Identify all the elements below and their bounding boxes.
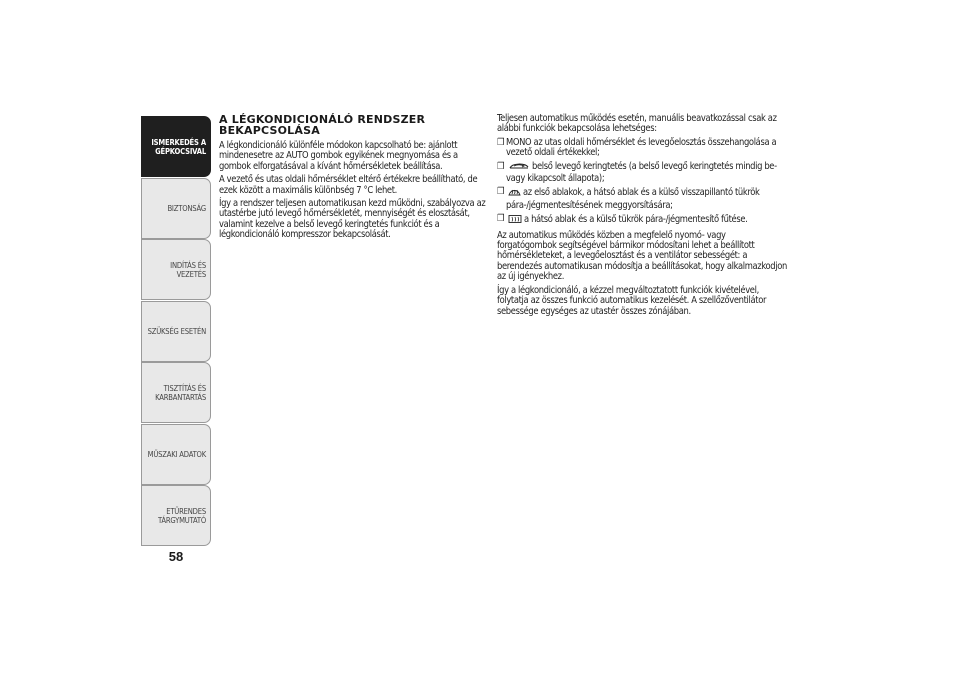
list-item bbox=[497, 162, 787, 185]
list-item-text: belső levegő keringtetés (a belső levegő keringtetés mindig be- vagy kikapcsolt állapota); bbox=[506, 160, 777, 185]
tab-biztonsag[interactable]: BIZTONSÁG bbox=[141, 178, 211, 239]
checkbox-bullet-icon: ❒ bbox=[497, 136, 505, 148]
checkbox-bullet-icon: ❒ bbox=[497, 160, 505, 172]
list-item-text: MONO az utas oldali hőmérséklet és levegőelosztás összehangolása a vezető oldali értékekkel; bbox=[506, 136, 777, 159]
intro-paragraph: Teljesen automatikus működés esetén, manuális beavatkozással csak az alábbi funkciók bekapcsolása lehetséges: bbox=[497, 113, 777, 135]
checkbox-bullet-icon: ❒ bbox=[497, 213, 505, 225]
paragraph: A légkondicionáló különféle módokon kapcsolható be: ajánlott mindenesetre az AUTO gombok egyikének megnyomása és a gombok elforgatásával a kívánt hőmérsékletek beállítása. bbox=[219, 140, 458, 172]
tab-inditas[interactable]: INDÍTÁS ÉS VEZETÉS bbox=[141, 239, 211, 300]
tab-tisztitas[interactable]: TISZTÍTÁS ÉS KARBANTARTÁS bbox=[141, 362, 211, 423]
paragraph: Így a légkondicionáló, a kézzel megváltoztatott funkciók kivételével, folytatja az összes funkció automatikus kezelését. A szellőzőventilátor sebessége egységes az utastér összes zónájában. bbox=[497, 284, 767, 317]
paragraph: Az automatikus működés közben a megfelelő nyomó- vagy forgatógombok segítségével bármikor módosítani lehet a beállított hőmérsékleteket, a levegőelosztást és a ventilátor sebességét: a berendezés automatikusan módosítja a beállításokat, hogy alkalmazkodjon az új igényekhez. bbox=[497, 229, 787, 283]
right-column bbox=[497, 114, 787, 320]
paragraph: Így a rendszer teljesen automatikusan kezd működni, szabályozva az utastérbe jutó levegő hőmérsékletét, mennyiségét és elosztását, valamint kezelve a belső levegő keringtetés funkciót és a légkondicionáló kompresszor bekapcsolását. bbox=[219, 198, 486, 241]
list-item bbox=[497, 138, 787, 159]
windscreen-defrost-icon bbox=[508, 187, 521, 200]
list-item bbox=[497, 187, 787, 211]
list-item-text: a hátsó ablak és a külső tükrök pára-/jégmentesítő fűtése. bbox=[524, 214, 748, 226]
tab-targymutato[interactable]: ETŰRENDES TÁRGYMUTATÓ bbox=[141, 485, 211, 546]
chapter-sidebar bbox=[141, 116, 211, 547]
list-item bbox=[497, 214, 787, 227]
tab-szukseg[interactable]: SZÜKSÉG ESETÉN bbox=[141, 301, 211, 362]
left-column bbox=[219, 114, 491, 244]
tab-ismerkedes[interactable]: ISMERKEDÉS A GÉPKOCSIVAL bbox=[141, 116, 211, 177]
list-item-text: az első ablakok, a hátsó ablak és a külső visszapillantó tükrök pára-/jégmentesítésének meggyorsítására; bbox=[506, 187, 760, 211]
rear-window-defrost-icon bbox=[508, 214, 522, 227]
tab-muszaki[interactable]: MŰSZAKI ADATOK bbox=[141, 424, 211, 485]
paragraph: A vezető és utas oldali hőmérséklet eltérő értékekre beállítható, de ezek között a maximális különbség 7 °C lehet. bbox=[219, 174, 478, 196]
section-heading: A LÉGKONDICIONÁLÓ RENDSZER BEKAPCSOLÁSA bbox=[219, 113, 426, 137]
checkbox-bullet-icon: ❒ bbox=[497, 186, 505, 198]
page-number: 58 bbox=[168, 549, 184, 564]
